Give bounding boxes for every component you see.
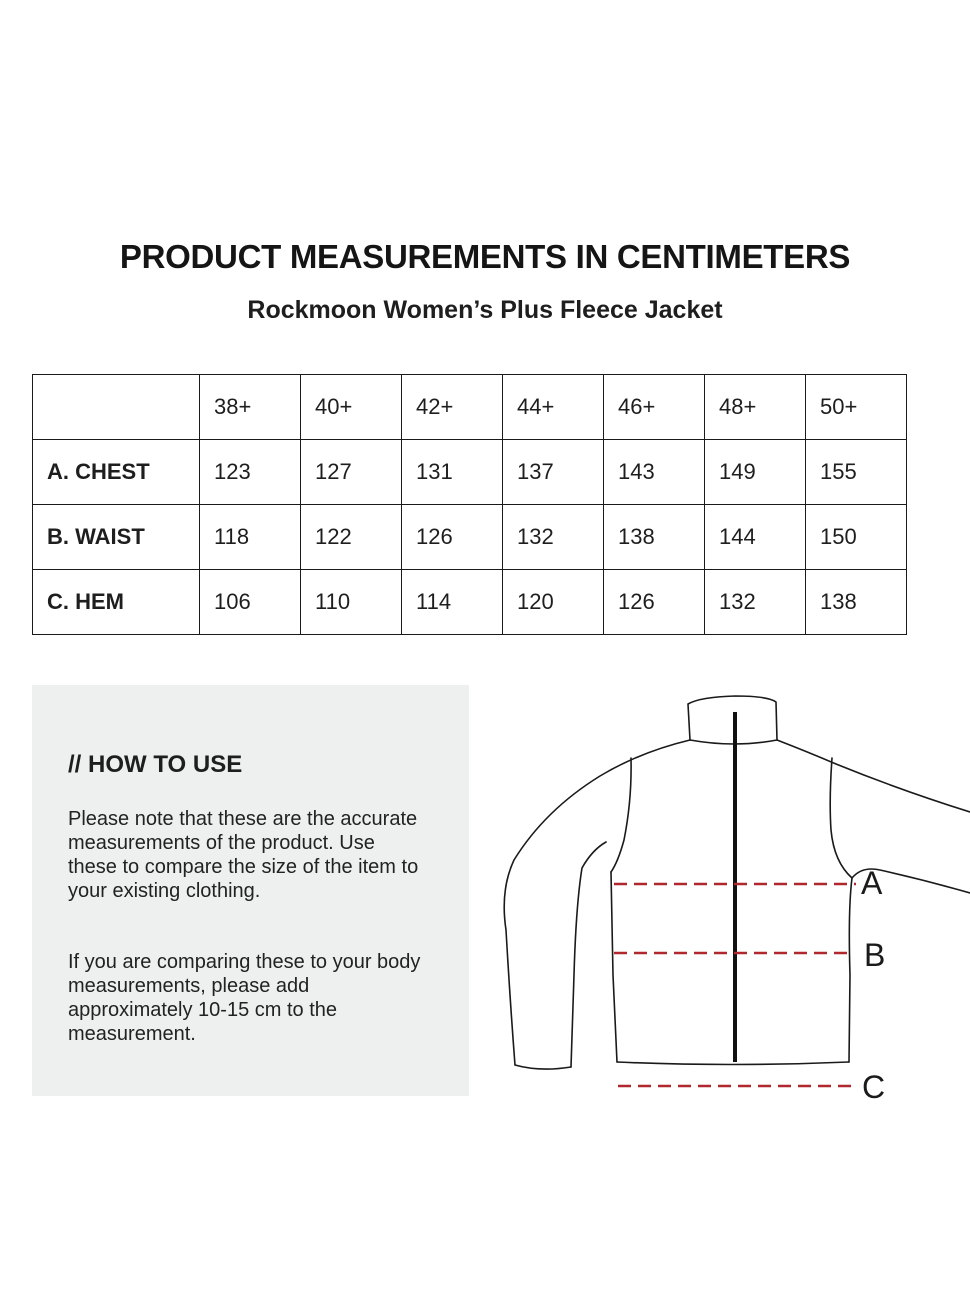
size-header: 50+ (806, 375, 907, 440)
measurement-cell: 120 (503, 570, 604, 635)
jacket-body-right (849, 878, 852, 1062)
product-name: Rockmoon Women’s Plus Fleece Jacket (247, 296, 723, 324)
label-a: A (861, 865, 883, 901)
measurement-cell: 137 (503, 440, 604, 505)
jacket-right-armhole (830, 758, 852, 878)
measurement-cell: 123 (200, 440, 301, 505)
table-row-waist (33, 505, 907, 570)
measurement-cell: 106 (200, 570, 301, 635)
size-chart-table (32, 374, 907, 635)
page-title: PRODUCT MEASUREMENTS IN CENTIMETERS (119, 238, 851, 275)
how-to-use-paragraph: Please note that these are the accurate measurements of the product. Use these to compare the size of the item to your existing clothing. (68, 808, 419, 902)
measurement-cell: 132 (503, 505, 604, 570)
label-c: C (862, 1069, 886, 1105)
label-b: B (864, 937, 886, 973)
measurement-cell: 126 (402, 505, 503, 570)
row-label: C. HEM (33, 570, 200, 635)
measurement-cell: 143 (604, 440, 705, 505)
measurement-cell: 138 (604, 505, 705, 570)
jacket-left-sleeve-inner (571, 842, 606, 1067)
measurement-cell: 149 (705, 440, 806, 505)
size-header: 42+ (402, 375, 503, 440)
jacket-left-cuff (515, 1065, 571, 1069)
measurement-cell: 144 (705, 505, 806, 570)
measurement-cell: 118 (200, 505, 301, 570)
jacket-left-sleeve (504, 740, 690, 1065)
measurement-cell: 138 (806, 570, 907, 635)
size-header: 44+ (503, 375, 604, 440)
jacket-left-armhole (611, 758, 631, 872)
how-to-use-heading: // HOW TO USE (68, 751, 243, 778)
measurement-cell: 131 (402, 440, 503, 505)
size-header: 48+ (705, 375, 806, 440)
size-header: 40+ (301, 375, 402, 440)
table-row-chest (33, 440, 907, 505)
size-header: 38+ (200, 375, 301, 440)
measurement-cell: 114 (402, 570, 503, 635)
jacket-measurement-diagram (490, 685, 970, 1115)
jacket-collar (688, 696, 777, 740)
table-corner-cell (33, 375, 200, 440)
measurement-cell: 110 (301, 570, 402, 635)
jacket-body-left (611, 872, 617, 1062)
how-to-use-panel (32, 685, 469, 1096)
jacket-hem (617, 1062, 849, 1065)
measurement-cell: 122 (301, 505, 402, 570)
measurement-cell: 127 (301, 440, 402, 505)
how-to-use-paragraph: If you are comparing these to your body measurements, please add approximately 10-15 cm to the measurement. (68, 951, 421, 1045)
measurement-cell: 126 (604, 570, 705, 635)
measurement-cell: 132 (705, 570, 806, 635)
jacket-right-sleeve-top (777, 740, 970, 812)
size-header: 46+ (604, 375, 705, 440)
measurement-cell: 150 (806, 505, 907, 570)
row-label: A. CHEST (33, 440, 200, 505)
row-label: B. WAIST (33, 505, 200, 570)
table-header-row (33, 375, 907, 440)
table-row-hem (33, 570, 907, 635)
measurement-cell: 155 (806, 440, 907, 505)
